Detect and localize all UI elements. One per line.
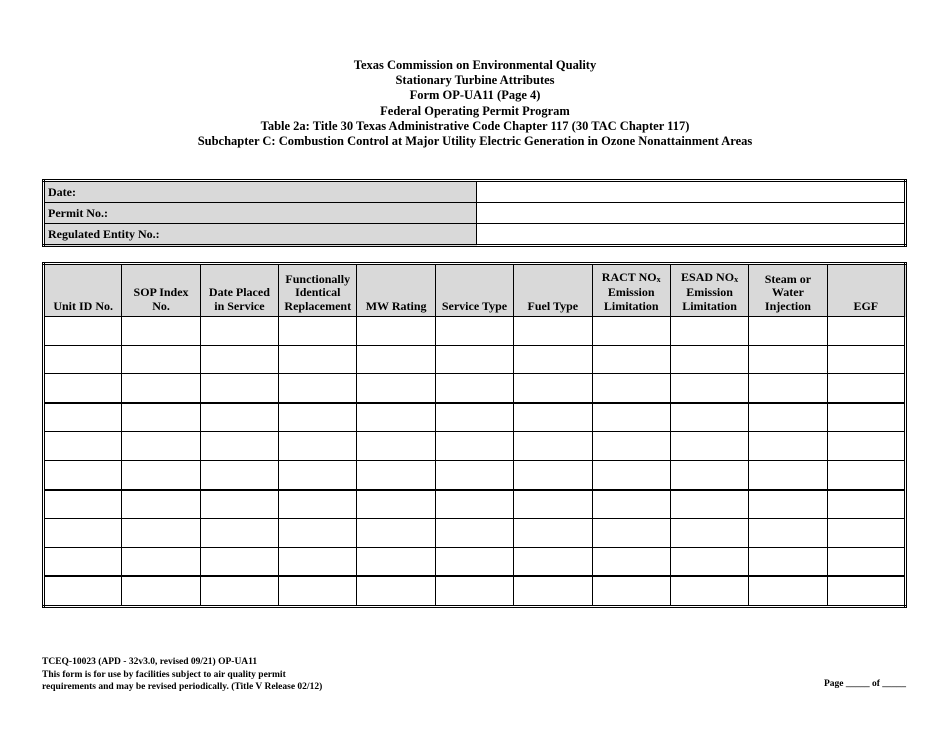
- column-header-subscript: x: [734, 274, 739, 284]
- table-cell[interactable]: [749, 576, 827, 606]
- table-cell[interactable]: [514, 317, 592, 346]
- table-cell[interactable]: [670, 519, 748, 548]
- table-cell[interactable]: [827, 519, 905, 548]
- usage-note-1: This form is for use by facilities subject to air quality permit: [42, 669, 286, 680]
- table-row: [44, 460, 906, 489]
- column-header-row: [44, 264, 906, 317]
- table-row: [44, 345, 906, 374]
- table-cell[interactable]: [200, 317, 278, 346]
- table-cell[interactable]: [200, 432, 278, 461]
- date-label: Date:: [44, 181, 477, 203]
- table-cell[interactable]: [827, 374, 905, 403]
- table-cell[interactable]: [749, 345, 827, 374]
- table-cell[interactable]: [827, 432, 905, 461]
- table-row: [44, 317, 906, 346]
- table-cell[interactable]: [514, 460, 592, 489]
- table-cell[interactable]: [670, 576, 748, 606]
- table-cell[interactable]: [357, 432, 435, 461]
- column-header-subscript: x: [656, 274, 661, 284]
- identification-table: [42, 179, 907, 247]
- subchapter-title: Subchapter C: Combustion Control at Major Utility Electric Generation in Ozone Nonattainment Areas: [197, 134, 753, 149]
- table-cell[interactable]: [44, 519, 122, 548]
- table-cell[interactable]: [592, 547, 670, 576]
- program-title: Federal Operating Permit Program: [380, 103, 570, 118]
- table-cell[interactable]: [592, 374, 670, 403]
- column-header: [592, 264, 670, 317]
- table-cell[interactable]: [514, 547, 592, 576]
- table-cell[interactable]: [122, 460, 200, 489]
- usage-note-2: requirements and may be revised periodically. (Title V Release 02/12): [42, 682, 323, 692]
- table-cell[interactable]: [435, 403, 513, 432]
- table-title: Table 2a: Title 30 Texas Administrative Code Chapter 117 (30 TAC Chapter 117): [260, 118, 690, 133]
- column-header-line: in Service: [214, 298, 265, 313]
- table-cell[interactable]: [122, 519, 200, 548]
- column-header-line: Date Placed: [208, 285, 270, 299]
- table-cell[interactable]: [122, 374, 200, 403]
- table-cell[interactable]: [200, 460, 278, 489]
- table-row: [44, 547, 906, 576]
- form-footer: [42, 656, 322, 694]
- table-cell[interactable]: [670, 317, 748, 346]
- table-cell[interactable]: [749, 403, 827, 432]
- table-cell[interactable]: [749, 460, 827, 489]
- table-cell[interactable]: [670, 490, 748, 519]
- table-cell[interactable]: [44, 403, 122, 432]
- turbine-attributes-table: [42, 262, 907, 608]
- agency-title: Texas Commission on Environmental Quality: [353, 58, 597, 72]
- table-cell[interactable]: [670, 432, 748, 461]
- form-number: Form OP-UA11 (Page 4): [409, 88, 541, 103]
- column-header: [357, 264, 435, 317]
- table-cell[interactable]: [44, 345, 122, 374]
- table-cell[interactable]: [827, 576, 905, 606]
- column-header-line: RACT $NO_x$: [601, 269, 661, 284]
- column-header-line: Steam or: [764, 271, 812, 286]
- table-cell[interactable]: [670, 403, 748, 432]
- column-header: [122, 264, 200, 317]
- table-cell[interactable]: [592, 519, 670, 548]
- column-header-line: SOP Index: [133, 285, 189, 299]
- table-cell[interactable]: [122, 547, 200, 576]
- column-header: [200, 264, 278, 317]
- table-cell[interactable]: [592, 576, 670, 606]
- table-cell[interactable]: [44, 547, 122, 576]
- column-header-line: Limitation: [682, 298, 737, 313]
- table-cell[interactable]: [279, 519, 357, 548]
- table-cell[interactable]: [592, 403, 670, 432]
- table-cell[interactable]: [357, 374, 435, 403]
- table-cell[interactable]: [200, 519, 278, 548]
- table-row: [44, 374, 906, 403]
- table-cell[interactable]: [279, 317, 357, 346]
- table-cell[interactable]: [435, 317, 513, 346]
- table-cell[interactable]: [435, 547, 513, 576]
- column-header: [749, 264, 827, 317]
- table-cell[interactable]: [749, 317, 827, 346]
- table-cell[interactable]: [44, 432, 122, 461]
- table-cell[interactable]: [357, 345, 435, 374]
- table-cell[interactable]: [122, 490, 200, 519]
- table-cell[interactable]: [592, 345, 670, 374]
- table-cell[interactable]: [279, 345, 357, 374]
- table-cell[interactable]: [122, 403, 200, 432]
- column-header: [279, 264, 357, 317]
- table-cell[interactable]: [592, 317, 670, 346]
- entity-label: Regulated Entity No.:: [44, 224, 477, 246]
- column-header: [827, 264, 905, 317]
- table-cell[interactable]: [200, 345, 278, 374]
- table-cell[interactable]: [827, 490, 905, 519]
- column-header: [670, 264, 748, 317]
- form-subject: Stationary Turbine Attributes: [395, 73, 555, 88]
- table-cell[interactable]: [44, 317, 122, 346]
- table-cell[interactable]: [279, 490, 357, 519]
- table-cell[interactable]: [670, 460, 748, 489]
- column-header-line: Service Type: [441, 298, 508, 313]
- date-row: [44, 181, 906, 203]
- table-row: [44, 576, 906, 606]
- table-cell[interactable]: [827, 317, 905, 346]
- table-cell[interactable]: [514, 374, 592, 403]
- table-cell[interactable]: [279, 547, 357, 576]
- table-cell[interactable]: [200, 374, 278, 403]
- column-header-line: Identical: [295, 285, 341, 299]
- table-cell[interactable]: [749, 547, 827, 576]
- table-cell[interactable]: [670, 374, 748, 403]
- table-cell[interactable]: [200, 490, 278, 519]
- table-cell[interactable]: [749, 490, 827, 519]
- permit-label: Permit No.:: [44, 203, 477, 224]
- table-cell[interactable]: [357, 460, 435, 489]
- column-header-line: EGF: [853, 298, 879, 313]
- permit-field[interactable]: [477, 203, 906, 224]
- table-cell[interactable]: [122, 432, 200, 461]
- table-cell[interactable]: [827, 403, 905, 432]
- table-cell[interactable]: [279, 432, 357, 461]
- table-cell[interactable]: [435, 432, 513, 461]
- table-cell[interactable]: [44, 460, 122, 489]
- table-cell[interactable]: [357, 576, 435, 606]
- page-number: Page _____ of _____: [823, 679, 906, 689]
- table-cell[interactable]: [357, 547, 435, 576]
- table-cell[interactable]: [200, 576, 278, 606]
- table-cell[interactable]: [670, 345, 748, 374]
- table-cell[interactable]: [435, 576, 513, 606]
- table-cell[interactable]: [357, 519, 435, 548]
- table-cell[interactable]: [435, 345, 513, 374]
- column-header-line: Water: [771, 285, 804, 299]
- form-revision: TCEQ-10023 (APD - 32v3.0, revised 09/21) OP-UA11: [42, 657, 258, 667]
- table-cell[interactable]: [435, 490, 513, 519]
- permit-row: [44, 203, 906, 224]
- table-cell[interactable]: [514, 576, 592, 606]
- column-header-line: Functionally: [285, 271, 351, 286]
- table-cell[interactable]: [670, 547, 748, 576]
- table-row: [44, 519, 906, 548]
- entity-row: [44, 224, 906, 246]
- table-cell[interactable]: [122, 317, 200, 346]
- table-row: [44, 432, 906, 461]
- column-header-line: Emission: [686, 285, 733, 299]
- table-cell[interactable]: [200, 403, 278, 432]
- column-header-line: Emission: [607, 285, 655, 299]
- table-cell[interactable]: [357, 317, 435, 346]
- entity-field[interactable]: [477, 224, 906, 246]
- table-cell[interactable]: [44, 374, 122, 403]
- column-header-line: Replacement: [284, 298, 352, 313]
- column-header-line: Fuel Type: [527, 298, 579, 313]
- column-header-line: Unit ID No.: [53, 298, 114, 313]
- column-header-line: Injection: [764, 298, 811, 313]
- table-cell[interactable]: [357, 403, 435, 432]
- column-header: [514, 264, 592, 317]
- table-cell[interactable]: [279, 576, 357, 606]
- table-cell[interactable]: [279, 374, 357, 403]
- table-cell[interactable]: [592, 460, 670, 489]
- column-header-line: No.: [152, 298, 170, 313]
- table-cell[interactable]: [749, 374, 827, 403]
- table-row: [44, 490, 906, 519]
- table-cell[interactable]: [827, 547, 905, 576]
- table-cell[interactable]: [514, 490, 592, 519]
- date-field[interactable]: [477, 181, 906, 203]
- table-body: [44, 317, 906, 607]
- table-cell[interactable]: [279, 460, 357, 489]
- table-cell[interactable]: [122, 576, 200, 606]
- table-cell[interactable]: [827, 460, 905, 489]
- column-header-line: ESAD $NO_x$: [681, 269, 739, 284]
- column-header-line: MW Rating: [365, 298, 427, 313]
- table-cell[interactable]: [200, 547, 278, 576]
- table-cell[interactable]: [592, 432, 670, 461]
- table-cell[interactable]: [592, 490, 670, 519]
- table-cell[interactable]: [44, 576, 122, 606]
- table-cell[interactable]: [435, 519, 513, 548]
- table-cell[interactable]: [514, 345, 592, 374]
- table-cell[interactable]: [749, 432, 827, 461]
- table-cell[interactable]: [514, 432, 592, 461]
- table-cell[interactable]: [435, 460, 513, 489]
- table-cell[interactable]: [44, 490, 122, 519]
- table-cell[interactable]: [279, 403, 357, 432]
- column-header: [435, 264, 513, 317]
- table-cell[interactable]: [357, 490, 435, 519]
- table-cell[interactable]: [435, 374, 513, 403]
- table-cell[interactable]: [514, 403, 592, 432]
- form-header: [0, 58, 950, 149]
- table-cell[interactable]: [749, 519, 827, 548]
- column-header-line: Limitation: [603, 298, 659, 313]
- table-row: [44, 403, 906, 432]
- column-header: [44, 264, 122, 317]
- table-cell[interactable]: [827, 345, 905, 374]
- table-cell[interactable]: [122, 345, 200, 374]
- table-cell[interactable]: [514, 519, 592, 548]
